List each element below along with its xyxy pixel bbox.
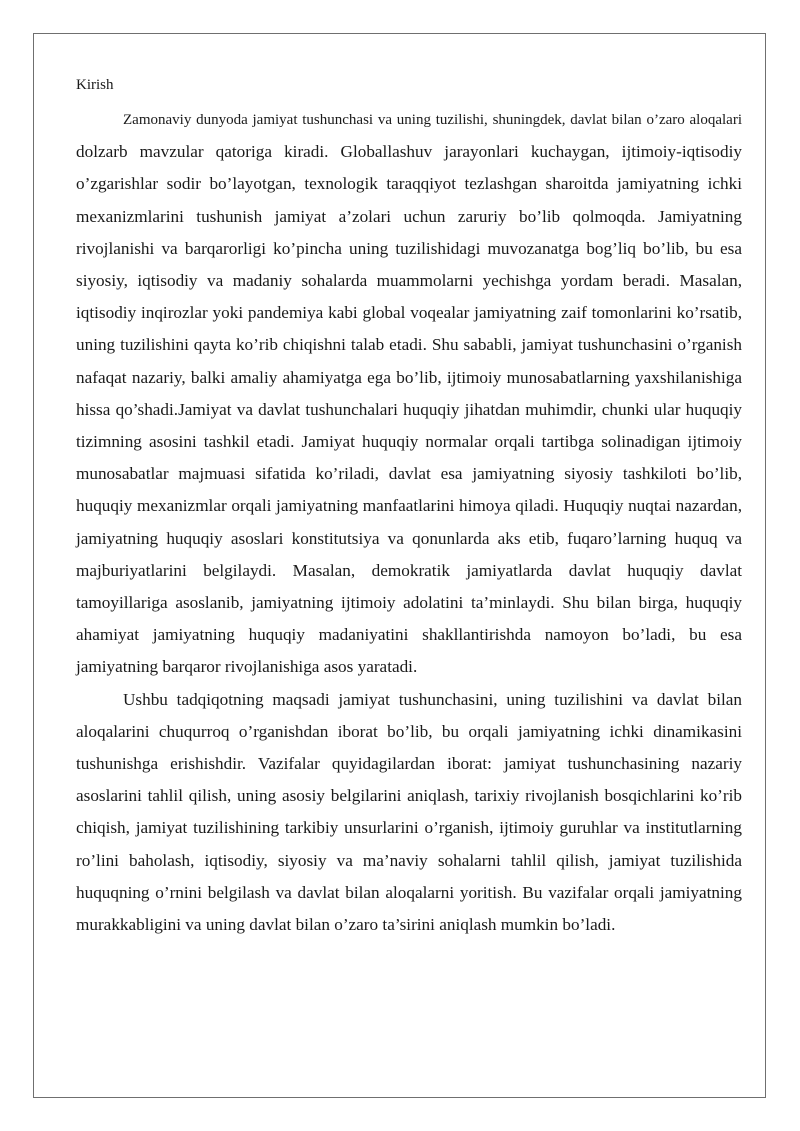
paragraph-intro-opening: Zamonaviy dunyoda jamiyat tushunchasi va uning tuzilishi, shuningdek, davlat bilan o’zaro aloqalari <box>123 112 742 128</box>
paragraph-intro-body: dolzarb mavzular qatoriga kiradi. Globallashuv jarayonlari kuchaygan, ijtimoiy-iqtisodiy o’zgarishlar sodir bo’layotgan, texnologik taraqqiyot tezlashgan sharoitda jamiyatning ichki mexanizmlarini tushunish jamiyat a’zolari uchun zaruriy bo’lib qolmoqda. Jamiyatning rivojlanishi va barqarorligi ko’pincha uning tuzilishidagi muvozanatga bog’liq bo’lib, bu esa siyosiy, iqtisodiy va madaniy sohalarda muammolarni yechishga yordam beradi. Masalan, iqtisodiy inqirozlar yoki pandemiya kabi global voqealar jamiyatning zaif tomonlarini ko’rsatib, uning tuzilishini qayta ko’rib chiqishni talab etadi. Shu sababli, jamiyat tushunchasini o’rganish nafaqat nazariy, balki amaliy ahamiyatga ega bo’lib, ijtimoiy munosabatlarning yaxshilanishiga hissa qo’shadi.Jamiyat va davlat tushunchalari huquqiy jihatdan muhimdir, chunki ular huquqiy tizimning asosini tashkil etadi. Jamiyat huquqiy normalar orqali tartibga solinadigan ijtimoiy munosabatlar majmuasi sifatida ko’riladi, davlat esa jamiyatning siyosiy tashkiloti bo’lib, huquqiy mexanizmlar orqali jamiyatning manfaatlarini himoya qiladi. Huquqiy nuqtai nazardan, jamiyatning huquqiy asoslari konstitutsiya va qonunlarda aks etib, fuqaro’larning huquq va majburiyatlarini belgilaydi. Masalan, demokratik jamiyatlarda davlat huquqiy davlat tamoyillariga asoslanib, jamiyatning ijtimoiy adolatini ta’minlaydi. Shu bilan birga, huquqiy ahamiyat jamiyatning huquqiy madaniyatini shakllantirishda namoyon bo’ladi, bu esa jamiyatning barqaror rivojlanishiga asos yaratadi. <box>76 142 742 677</box>
section-heading: Kirish <box>76 77 114 93</box>
document-body <box>76 74 742 941</box>
paragraph-goals: Ushbu tadqiqotning maqsadi jamiyat tushunchasini, uning tuzilishini va davlat bilan aloqalarini chuqurroq o’rganishdan iborat bo’lib, bu orqali jamiyatning ichki dinamikasini tushunishga erishishdir. Vazifalar quyidagilardan iborat: jamiyat tushunchasining nazariy asoslarini tahlil qilish, uning asosiy belgilarini aniqlash, tarixiy rivojlanish bosqichlarini ko’rib chiqish, jamiyat tuzilishining tarkibiy unsurlarini o’rganish, ijtimoiy guruhlar va institutlarning ro’lini baholash, iqtisodiy, siyosiy va ma’naviy sohalarni tahlil qilish, jamiyat tuzilishida huquqning o’rnini belgilash va davlat bilan aloqalarni yoritish. Bu vazifalar orqali jamiyatning murakkabligini va uning davlat bilan o’zaro ta’sirini aniqlash mumkin bo’ladi. <box>76 689 742 935</box>
paragraph-intro <box>76 103 742 684</box>
